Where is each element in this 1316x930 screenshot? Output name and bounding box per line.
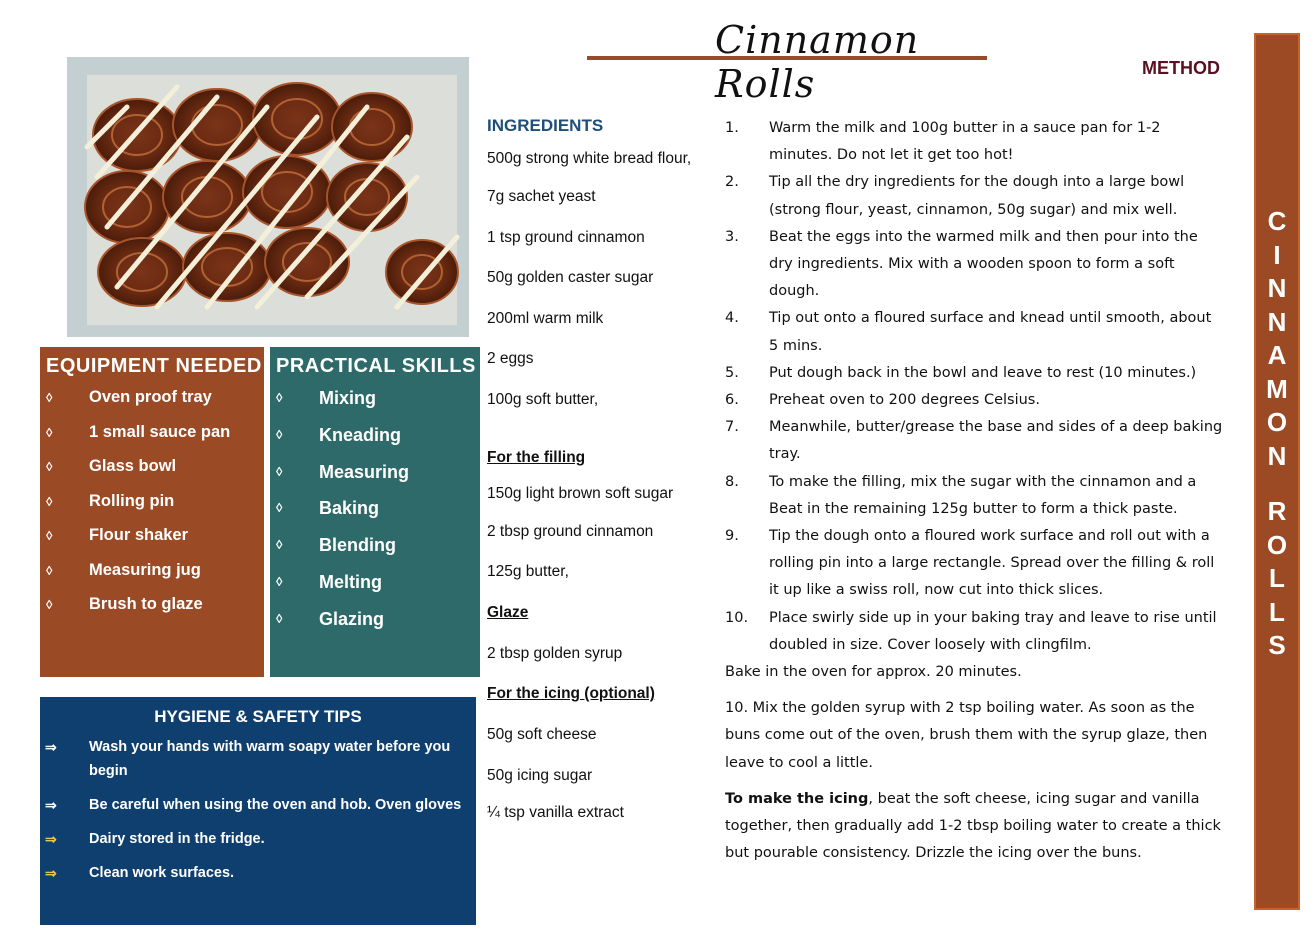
skill-item: Glazing: [319, 608, 385, 629]
hygiene-item: Clean work surfaces.: [89, 865, 235, 881]
banner-letter: N: [1267, 273, 1287, 303]
list-item: [270, 425, 480, 462]
diamond-bullet-icon: ◊: [46, 493, 53, 509]
list-item: [40, 526, 264, 561]
list-item: [40, 595, 264, 630]
ingredient-line: 50g icing sugar: [487, 767, 593, 784]
ingredient-line: 50g soft cheese: [487, 726, 597, 743]
list-item: [270, 498, 480, 535]
icing-paragraph: [725, 786, 1225, 868]
hygiene-box: [40, 697, 476, 925]
method-step: [725, 387, 1225, 414]
icing-heading: For the icing (optional): [487, 685, 655, 702]
ingredient-line: ¼ tsp vanilla extract: [487, 804, 624, 821]
list-item: [40, 793, 476, 817]
step-number: 5.: [725, 364, 739, 381]
step-text: Warm the milk and 100g butter in a sauce pan for 1-2 minutes. Do not let it get too hot!: [769, 120, 1161, 164]
equipment-item: Rolling pin: [89, 491, 175, 510]
step-text: Place swirly side up in your baking tray and leave to rise until doubled in size. Cover loosely with clingfilm.: [769, 609, 1217, 653]
ingredient-line: 125g butter,: [487, 563, 569, 580]
banner-letter: O: [1266, 407, 1288, 437]
ingredient-line: 2 tbsp golden syrup: [487, 645, 623, 662]
method-step: [725, 360, 1225, 387]
step-number: 4.: [725, 310, 739, 327]
ingredient-line: 150g light brown soft sugar: [487, 485, 674, 502]
list-item: [270, 388, 480, 425]
list-item: [40, 827, 476, 851]
banner-letter: C: [1267, 206, 1287, 236]
banner-letter: I: [1273, 239, 1281, 270]
page-title: Cinnamon Rolls: [715, 18, 920, 106]
ingredient-line: 2 tbsp ground cinnamon: [487, 523, 654, 540]
banner-letter: M: [1266, 373, 1288, 404]
diamond-bullet-icon: ◊: [46, 459, 53, 474]
skills-title: PRACTICAL SKILLS: [276, 355, 476, 377]
method-column: [725, 115, 1225, 867]
ingredient-line: 1 tsp ground cinnamon: [487, 229, 645, 246]
glaze-paragraph: 10. Mix the golden syrup with 2 tsp boiling water. As soon as the buns come out of the oven, brush them with the syrup glaze, then leave to cool a little.: [725, 700, 1208, 771]
equipment-item: 1 small sauce pan: [89, 422, 231, 441]
banner-letter: L: [1269, 596, 1285, 627]
list-item: [270, 609, 480, 646]
icing-lead: To make the icing: [725, 790, 869, 807]
diamond-bullet-icon: ◊: [46, 424, 53, 440]
method-step: [725, 414, 1225, 468]
bake-line: Bake in the oven for approx. 20 minutes.: [725, 664, 1022, 681]
ingredient-line: 100g soft butter,: [487, 391, 599, 408]
diamond-bullet-icon: ◊: [276, 463, 283, 479]
list-item: [270, 535, 480, 572]
ingredient-line: 200ml warm milk: [487, 310, 604, 327]
method-step: [725, 169, 1225, 223]
ingredient-line: 2 eggs: [487, 350, 534, 367]
step-text: Tip out onto a floured surface and knead until smooth, about 5 mins.: [769, 310, 1212, 354]
diamond-bullet-icon: ◊: [276, 426, 283, 442]
banner-letter: O: [1266, 529, 1288, 560]
list-item: [40, 735, 476, 783]
filling-heading: For the filling: [487, 449, 586, 466]
method-step: [725, 224, 1225, 306]
diamond-bullet-icon: ◊: [46, 528, 53, 543]
arrow-right-icon: ⇒: [45, 865, 57, 881]
method-step: [725, 305, 1225, 359]
cinnamon-rolls-illustration: [67, 57, 469, 337]
icing-text: , beat the soft cheese, icing sugar and vanilla together, then gradually add 1-2 tbsp boiling water to create a thick but pourable consistency. Drizzle the icing over the buns.: [725, 790, 1221, 862]
ingredient-line: 500g strong white bread flour,: [487, 150, 692, 167]
list-item: [40, 861, 476, 885]
diamond-bullet-icon: ◊: [276, 390, 283, 405]
cinnamon-rolls-photo: [67, 57, 469, 337]
side-banner: [1254, 33, 1300, 910]
step-text: Preheat oven to 200 degrees Celsius.: [769, 392, 1040, 409]
diamond-bullet-icon: ◊: [276, 573, 283, 589]
equipment-item: Oven proof tray: [89, 388, 212, 406]
list-item: [40, 492, 264, 527]
equipment-item: Brush to glaze: [89, 595, 203, 613]
equipment-item: Glass bowl: [89, 457, 177, 475]
banner-letter: L: [1269, 563, 1285, 593]
skill-item: Baking: [319, 498, 380, 519]
ingredient-line: 50g golden caster sugar: [487, 269, 654, 286]
method-steps: [725, 115, 1225, 659]
list-item: [270, 572, 480, 609]
method-step: [725, 605, 1225, 659]
skill-item: Melting: [319, 571, 382, 592]
step-text: Tip all the dry ingredients for the dough into a large bowl (strong flour, yeast, cinnamon, 50g sugar) and mix well.: [769, 174, 1185, 218]
hygiene-item: Dairy stored in the fridge.: [89, 831, 265, 847]
equipment-item: Measuring jug: [89, 560, 201, 579]
equipment-item: Flour shaker: [89, 526, 189, 544]
step-text: Beat the eggs into the warmed milk and then pour into the dry ingredients. Mix with a wooden spoon to form a soft dough.: [769, 228, 1198, 300]
list-item: [270, 462, 480, 499]
list-item: [40, 388, 264, 423]
arrow-right-icon: ⇒: [45, 739, 57, 755]
equipment-title: EQUIPMENT NEEDED: [46, 355, 262, 377]
glaze-heading: Glaze: [487, 604, 529, 621]
step-number: 7.: [725, 419, 739, 436]
side-banner-text: [1256, 205, 1298, 663]
banner-gap: [1256, 473, 1298, 495]
skill-item: Blending: [319, 535, 396, 556]
banner-letter: N: [1267, 306, 1287, 337]
diamond-bullet-icon: ◊: [276, 610, 283, 626]
banner-letter: A: [1267, 340, 1287, 370]
method-step: [725, 523, 1225, 605]
step-text: Tip the dough onto a floured work surface and roll out with a rolling pin into a large rectangle. Spread over the filling & roll it up like a swiss roll, now cut into thick slices.: [769, 528, 1215, 599]
skills-box: [270, 347, 480, 677]
equipment-box: [40, 347, 264, 677]
diamond-bullet-icon: ◊: [276, 500, 283, 516]
ingredients-heading: INGREDIENTS: [487, 116, 604, 135]
skill-item: Measuring: [319, 461, 410, 482]
diamond-bullet-icon: ◊: [46, 562, 53, 578]
arrow-right-icon: ⇒: [45, 797, 57, 813]
diamond-bullet-icon: ◊: [276, 537, 283, 553]
skills-list: [270, 388, 480, 646]
list-item: [40, 561, 264, 596]
diamond-bullet-icon: ◊: [46, 597, 53, 612]
banner-letter: R: [1267, 496, 1287, 526]
hygiene-list: [40, 735, 476, 885]
step-number: 10.: [725, 609, 749, 626]
hygiene-item: Wash your hands with warm soapy water before you begin: [89, 739, 451, 779]
list-item: [40, 457, 264, 492]
step-text: To make the filling, mix the sugar with the cinnamon and a Beat in the remaining 125g butter to form a thick paste.: [769, 473, 1197, 517]
step-text: Put dough back in the bowl and leave to rest (10 minutes.): [769, 364, 1197, 381]
step-number: 3.: [725, 228, 739, 245]
step-number: 8.: [725, 473, 739, 490]
step-number: 1.: [725, 120, 739, 136]
list-item: [40, 423, 264, 458]
step-number: 6.: [725, 392, 739, 409]
ingredients-column: [487, 116, 719, 821]
banner-letter: S: [1268, 630, 1286, 660]
hygiene-title: HYGIENE & SAFETY TIPS: [154, 707, 362, 726]
diamond-bullet-icon: ◊: [46, 390, 53, 405]
skill-item: Mixing: [319, 388, 376, 408]
step-number: 9.: [725, 528, 739, 545]
equipment-list: [40, 388, 264, 630]
step-text: Meanwhile, butter/grease the base and sides of a deep baking tray.: [769, 419, 1223, 463]
title-block: [587, 14, 987, 106]
banner-letter: N: [1267, 440, 1287, 471]
method-step: [725, 469, 1225, 523]
method-step: [725, 115, 1225, 169]
arrow-right-icon: ⇒: [45, 831, 57, 847]
hygiene-item: Be careful when using the oven and hob. Oven gloves: [89, 797, 462, 813]
ingredient-line: 7g sachet yeast: [487, 188, 596, 205]
skill-item: Kneading: [319, 424, 402, 445]
step-number: 2.: [725, 174, 739, 191]
method-heading: METHOD: [1142, 58, 1220, 78]
